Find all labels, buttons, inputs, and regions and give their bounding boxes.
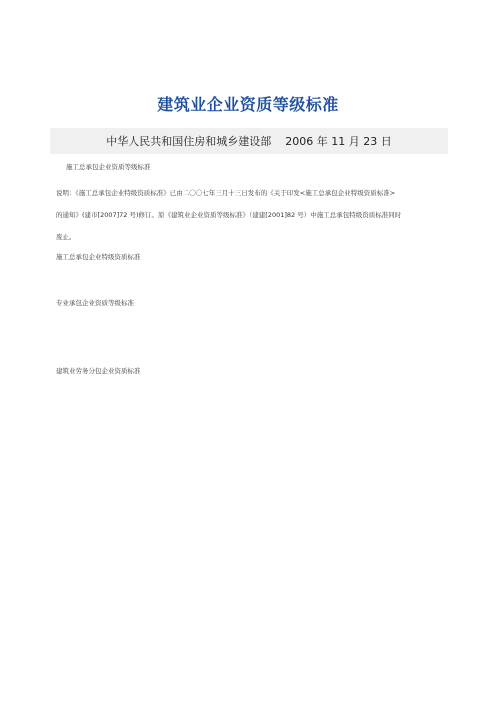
document-subtitle: 施工总承包企业资质等级标准 bbox=[66, 163, 151, 171]
description-line: 废止。 bbox=[56, 233, 76, 241]
section-heading-special-grade: 施工总承包企业特级资质标准 bbox=[56, 253, 141, 261]
section-heading-specialty-contracting: 专业承包企业资质等级标准 bbox=[56, 299, 134, 307]
description-line: 的通知》(建市[2007]72 号)修订。原《建筑业企业资质等级标准》（建建[2001]82 号）中施工总承包特级资质标准同时 bbox=[56, 211, 402, 219]
description-line: 说明：《施工总承包企业特级资质标准》已由二〇〇七年三月十三日发布的《关于印发<施工总承包企业特级资质标准> bbox=[56, 189, 396, 197]
issue-date: 2006 年 11 月 23 日 bbox=[285, 135, 392, 148]
issuer-name: 中华人民共和国住房和城乡建设部 bbox=[106, 135, 272, 148]
section-heading-labor-subcontracting: 建筑业劳务分包企业资质标准 bbox=[56, 367, 141, 375]
document-title: 建筑业企业资质等级标准 bbox=[157, 95, 339, 114]
issuer-date-bar bbox=[50, 128, 448, 154]
